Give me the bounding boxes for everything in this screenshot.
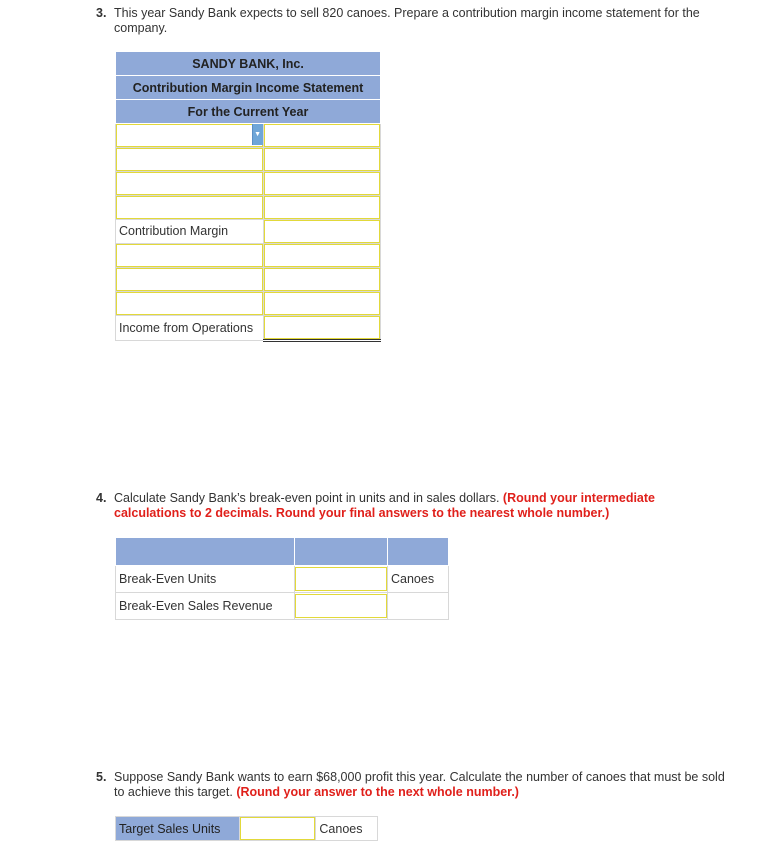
amount-cell bbox=[263, 148, 380, 172]
unit-label: Canoes bbox=[316, 817, 378, 841]
input-cell bbox=[295, 593, 388, 620]
question-5 bbox=[96, 770, 726, 800]
question-number: 4. bbox=[96, 491, 107, 505]
line-item-input[interactable] bbox=[116, 244, 263, 267]
input-cell bbox=[239, 817, 316, 841]
break-even-units-label: Break-Even Units bbox=[119, 571, 217, 586]
question-text-block bbox=[114, 491, 726, 521]
question-3 bbox=[96, 6, 726, 36]
rounding-note: (Round your answer to the next whole number.) bbox=[236, 785, 519, 799]
break-even-sales-input[interactable] bbox=[295, 594, 387, 618]
amount-input[interactable] bbox=[264, 196, 380, 219]
question-4 bbox=[96, 491, 726, 521]
question-text: This year Sandy Bank expects to sell 820 canoes. Prepare a contribution margin income statement for the company. bbox=[114, 6, 700, 35]
line-item-label-cell bbox=[116, 268, 264, 292]
line-item-input[interactable] bbox=[116, 292, 263, 315]
line-item-input[interactable] bbox=[116, 196, 263, 219]
rounding-note: (Round your intermediate calculations to 2 decimals. Round your final answers to the nearest whole number.) bbox=[114, 491, 655, 520]
header-cell bbox=[116, 538, 295, 566]
question-number: 5. bbox=[96, 770, 107, 784]
amount-cell bbox=[263, 268, 380, 292]
target-sales-table bbox=[115, 816, 378, 841]
income-from-operations-label: Income from Operations bbox=[119, 320, 254, 335]
amount-cell bbox=[263, 172, 380, 196]
income-from-operations-input[interactable] bbox=[264, 316, 380, 339]
amount-cell bbox=[263, 196, 380, 220]
header-cell bbox=[388, 538, 449, 566]
amount-input[interactable] bbox=[264, 244, 380, 267]
line-item-input[interactable] bbox=[116, 268, 263, 291]
amount-cell bbox=[263, 220, 380, 244]
question-text: Suppose Sandy Bank wants to earn $68,000 profit this year. Calculate the number of canoes that must be sold to achieve this target. bbox=[114, 770, 725, 799]
break-even-units-label-cell bbox=[116, 566, 295, 593]
break-even-sales-label-cell bbox=[116, 593, 295, 620]
line-item-label-cell bbox=[116, 244, 264, 268]
question-number: 3. bbox=[96, 6, 107, 20]
line-item-input[interactable] bbox=[116, 172, 263, 195]
company-name: SANDY BANK, Inc. bbox=[116, 52, 381, 76]
statement-period: For the Current Year bbox=[116, 100, 381, 124]
line-item-label-cell bbox=[116, 196, 264, 220]
break-even-units-input[interactable] bbox=[295, 567, 387, 591]
break-even-sales-label: Break-Even Sales Revenue bbox=[119, 598, 273, 613]
target-sales-label: Target Sales Units bbox=[116, 817, 240, 841]
unit-cell bbox=[388, 566, 449, 593]
income-label-cell bbox=[116, 316, 264, 341]
line-item-input[interactable] bbox=[116, 148, 263, 171]
line-item-label-cell bbox=[116, 148, 264, 172]
line-item-label-cell bbox=[116, 172, 264, 196]
break-even-table bbox=[115, 537, 449, 620]
header-cell bbox=[295, 538, 388, 566]
line-item-dropdown[interactable] bbox=[116, 124, 263, 147]
question-text: Calculate Sandy Bank’s break-even point in units and in sales dollars. bbox=[114, 491, 500, 505]
amount-cell bbox=[263, 244, 380, 268]
unit-cell bbox=[388, 593, 449, 620]
contribution-margin-statement bbox=[115, 51, 381, 342]
amount-cell bbox=[263, 292, 380, 316]
amount-input[interactable] bbox=[264, 268, 380, 291]
statement-title: Contribution Margin Income Statement bbox=[116, 76, 381, 100]
line-item-label-cell bbox=[116, 292, 264, 316]
contribution-margin-label-cell bbox=[116, 220, 264, 244]
amount-input[interactable] bbox=[264, 148, 380, 171]
unit-label: Canoes bbox=[391, 571, 435, 586]
amount-input[interactable] bbox=[264, 292, 380, 315]
amount-input[interactable] bbox=[264, 124, 380, 147]
amount-input[interactable] bbox=[264, 172, 380, 195]
chevron-down-icon[interactable]: ▼ bbox=[252, 124, 263, 145]
input-cell bbox=[295, 566, 388, 593]
line-item-label-cell bbox=[116, 124, 264, 148]
target-sales-input[interactable] bbox=[240, 817, 316, 840]
dropdown-field[interactable] bbox=[116, 124, 263, 147]
question-text-block bbox=[114, 770, 726, 800]
amount-cell bbox=[263, 124, 380, 148]
contribution-margin-label: Contribution Margin bbox=[119, 224, 229, 238]
amount-cell bbox=[263, 316, 380, 341]
contribution-margin-input[interactable] bbox=[264, 220, 380, 243]
